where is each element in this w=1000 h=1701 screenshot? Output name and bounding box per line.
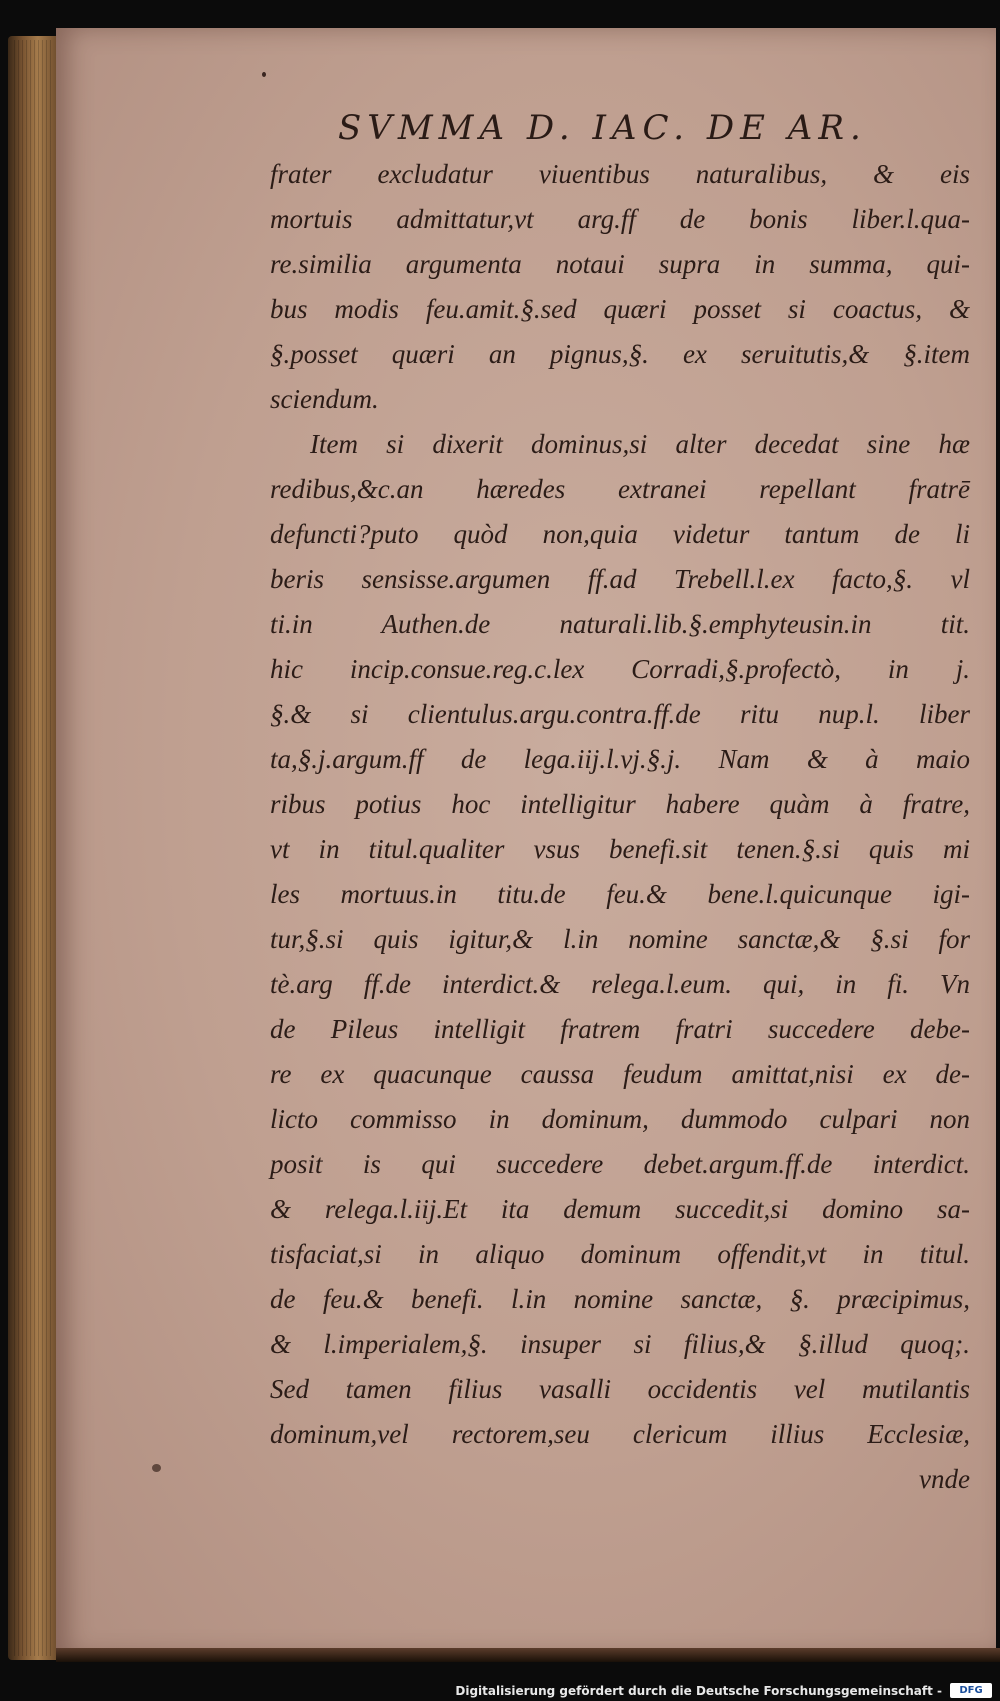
text-line: re ex quacunque caussa feudum amittat,nisi ex de-: [270, 1059, 970, 1089]
text-line: defuncti?puto quòd non,quia videtur tantum de li: [270, 519, 970, 549]
text-line: & l.imperialem,§. insuper si filius,& §.illud quoq;.: [270, 1329, 970, 1359]
text-line: de Pileus intelligit fratrem fratri succedere debe-: [270, 1014, 970, 1044]
body-text: [270, 152, 970, 1502]
text-line: sciendum.: [270, 384, 379, 414]
text-line: frater excludatur viuentibus naturalibus, & eis: [270, 159, 970, 189]
text-line: beris sensisse.argumen ff.ad Trebell.l.ex facto,§. vl: [270, 564, 970, 594]
page-bottom-edge: [56, 1648, 1000, 1662]
text-line: bus modis feu.amit.§.sed quæri posset si coactus, &: [270, 294, 970, 324]
text-line: §.& si clientulus.argu.contra.ff.de ritu nup.l. liber: [270, 699, 970, 729]
ink-speck: [152, 1464, 161, 1472]
text-line: §.posset quæri an pignus,§. ex seruitutis,& §.item: [270, 339, 970, 369]
text-line: tisfaciat,si in aliquo dominum offendit,vt in titul.: [270, 1239, 970, 1269]
text-line: & relega.l.iij.Et ita demum succedit,si domino sa-: [270, 1194, 970, 1224]
text-line: mortuis admittatur,vt arg.ff de bonis liber.l.qua-: [270, 204, 970, 234]
text-line: tur,§.si quis igitur,& l.in nomine sanctæ,& §.si for: [270, 924, 970, 954]
funding-credit: Digitalisierung gefördert durch die Deutsche Forschungsgemeinschaft -: [455, 1684, 942, 1698]
catchword: vnde: [919, 1464, 970, 1494]
text-line: posit is qui succedere debet.argum.ff.de interdict.: [270, 1149, 970, 1179]
paragraph-start-line: Item si dixerit dominus,si alter decedat sine hæ: [310, 429, 970, 459]
text-line: vt in titul.qualiter vsus benefi.sit tenen.§.si quis mi: [270, 834, 970, 864]
text-line: ti.in Authen.de naturali.lib.§.emphyteusin.in tit.: [270, 609, 970, 639]
page-edge-texture: [14, 40, 54, 1656]
text-line: tè.arg ff.de interdict.& relega.l.eum. qui, in fi. Vn: [270, 969, 970, 999]
text-line: les mortuus.in titu.de feu.& bene.l.quicunque igi-: [270, 879, 970, 909]
text-line: redibus,&c.an hæredes extranei repellant fratrē: [270, 474, 970, 504]
text-line: licto commisso in dominum, dummodo culpari non: [270, 1104, 970, 1134]
text-line: hic incip.consue.reg.c.lex Corradi,§.profectò, in j.: [270, 654, 970, 684]
dfg-logo: DFG: [950, 1683, 992, 1698]
text-line: dominum,vel rectorem,seu clericum illius Ecclesiæ,: [270, 1419, 970, 1449]
text-line: de feu.& benefi. l.in nomine sanctæ, §. præcipimus,: [270, 1284, 970, 1314]
text-line: ribus potius hoc intelligitur habere quàm à fratre,: [270, 789, 970, 819]
running-head: SVMMA D. IAC. DE AR.: [338, 108, 867, 148]
text-line: re.similia argumenta notaui supra in summa, qui-: [270, 249, 970, 279]
text-line: Sed tamen filius vasalli occidentis vel mutilantis: [270, 1374, 970, 1404]
text-line: ta,§.j.argum.ff de lega.iij.l.vj.§.j. Nam & à maio: [270, 744, 970, 774]
ink-speck: [262, 72, 266, 77]
